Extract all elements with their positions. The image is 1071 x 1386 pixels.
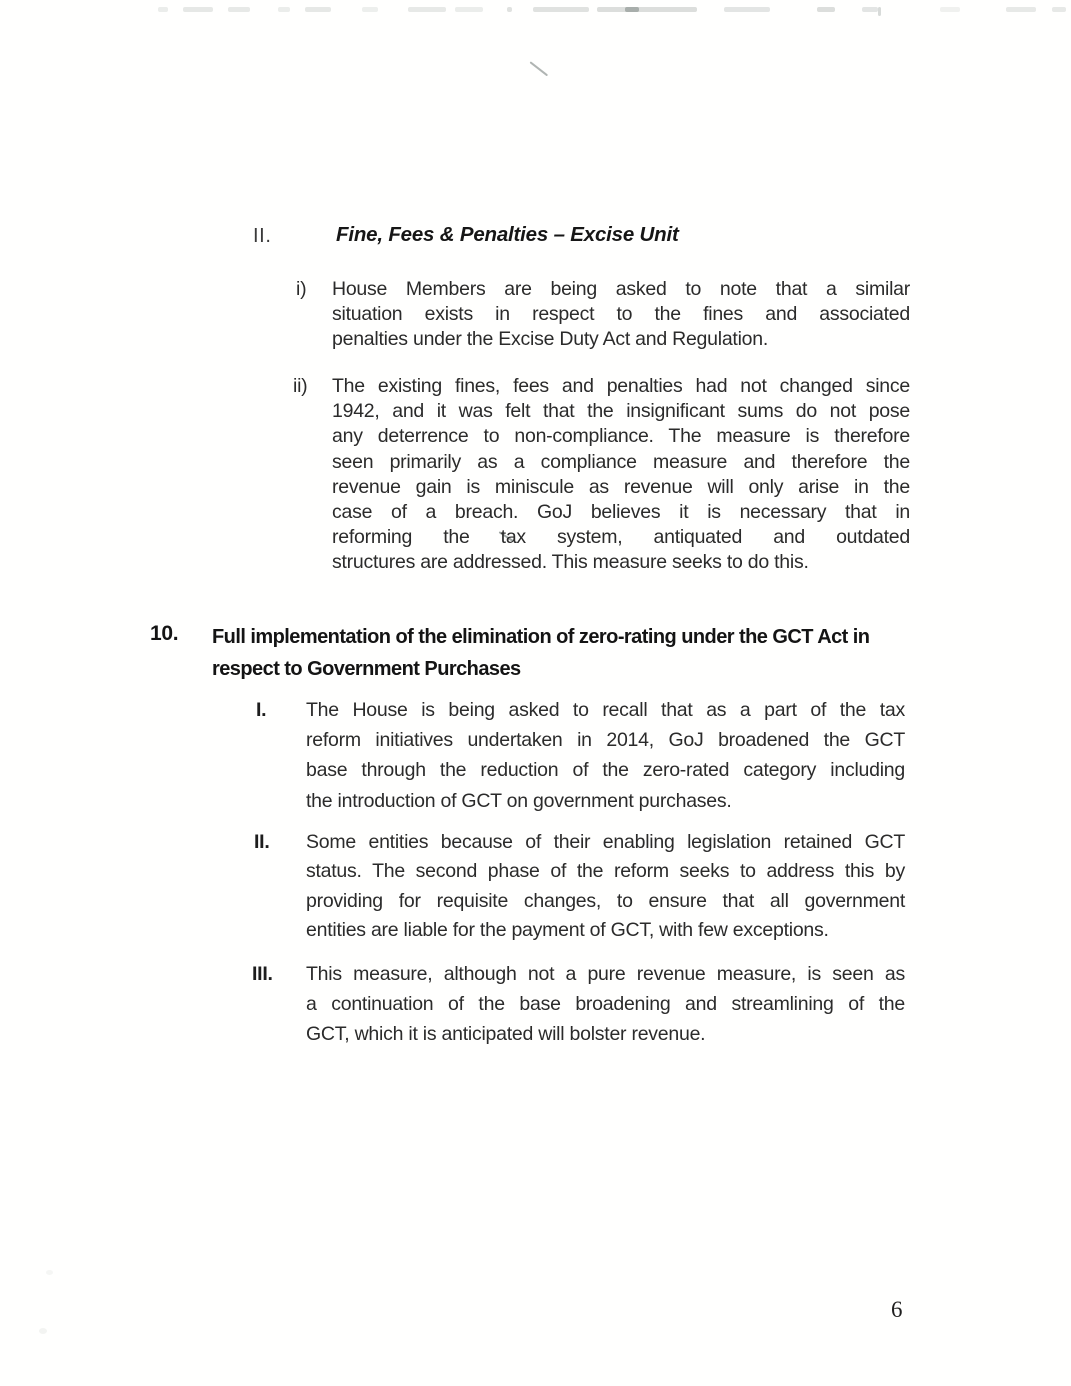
text-line: status. The second phase of the reform seeks to address this by bbox=[306, 860, 905, 883]
list-marker-i: i) bbox=[296, 278, 307, 300]
text-line: GCT, which it is anticipated will bolster revenue. bbox=[306, 1022, 706, 1045]
heading-line: respect to Government Purchases bbox=[212, 658, 521, 680]
scan-artifact-dash bbox=[362, 7, 378, 12]
page-number: 6 bbox=[891, 1297, 903, 1322]
paragraph-III bbox=[306, 960, 905, 1049]
text-line: base through the reduction of the zero-rated category including bbox=[306, 759, 905, 782]
section-excise-marker: II. bbox=[253, 225, 272, 247]
heading-line: Full implementation of the elimination of zero-rating under the GCT Act in bbox=[212, 626, 870, 648]
paragraph-II bbox=[306, 828, 905, 946]
paragraph-I bbox=[306, 695, 905, 816]
text-line: any deterrence to non-compliance. The measure is therefore bbox=[332, 425, 910, 448]
text-line: 1942, and it was felt that the insignificant sums do not pose bbox=[332, 400, 910, 423]
scan-artifact-tick bbox=[878, 7, 881, 16]
scan-artifact-dash bbox=[228, 7, 250, 12]
text-line: House Members are being asked to note that a similar bbox=[332, 278, 910, 300]
list-marker-III: III. bbox=[252, 963, 273, 985]
text-line: Some entities because of their enabling legislation retained GCT bbox=[306, 831, 905, 853]
scan-artifact-dash bbox=[507, 7, 512, 12]
scan-artifact-dash bbox=[455, 7, 483, 12]
scan-artifact-dash bbox=[724, 7, 770, 12]
scan-artifact-dash bbox=[625, 7, 639, 12]
text-line: providing for requisite changes, to ensure that all government bbox=[306, 889, 905, 912]
scan-artifact-dash bbox=[597, 7, 697, 12]
scan-artifact-dash bbox=[158, 7, 168, 12]
scan-artifact-stroke bbox=[529, 61, 548, 76]
list-marker-I: I. bbox=[256, 699, 267, 721]
text-line: reform initiatives undertaken in 2014, GoJ broadened the GCT bbox=[306, 729, 905, 752]
text-line: The House is being asked to recall that as a part of the tax bbox=[306, 699, 905, 721]
scan-artifact-dash bbox=[817, 7, 835, 12]
scan-artifact-dash bbox=[305, 7, 331, 12]
scan-artifact-dash bbox=[278, 7, 290, 12]
text-line: This measure, although not a pure revenue measure, is seen as bbox=[306, 963, 905, 985]
scan-artifact-dash bbox=[183, 7, 213, 12]
text-line: the introduction of GCT on government purchases. bbox=[306, 789, 732, 812]
text-line: revenue gain is miniscule as revenue will only arise in the bbox=[332, 475, 910, 498]
scan-artifact-dash bbox=[1006, 7, 1036, 12]
text-line: reforming the tax system, antiquated and outdated bbox=[332, 526, 910, 549]
scan-artifact-dash bbox=[408, 7, 446, 12]
paragraph-ii bbox=[332, 374, 910, 576]
text-line: penalties under the Excise Duty Act and Regulation. bbox=[332, 328, 769, 351]
section-excise-title: Fine, Fees & Penalties – Excise Unit bbox=[336, 223, 679, 246]
text-line: a continuation of the base broadening and streamlining of the bbox=[306, 992, 905, 1015]
section-gct-number: 10. bbox=[150, 622, 179, 645]
list-marker-ii: ii) bbox=[293, 375, 308, 397]
text-line: seen primarily as a compliance measure and therefore the bbox=[332, 450, 910, 473]
text-line: entities are liable for the payment of GCT, with few exceptions. bbox=[306, 919, 829, 942]
text-line: The existing fines, fees and penalties had not changed since bbox=[332, 375, 910, 397]
scan-artifact-dash bbox=[862, 7, 878, 12]
list-marker-II: II. bbox=[254, 831, 270, 853]
paragraph-i bbox=[332, 277, 910, 353]
scan-artifact-dash bbox=[533, 7, 589, 12]
text-line: structures are addressed. This measure seeks to do this. bbox=[332, 551, 809, 574]
section-gct-heading bbox=[212, 621, 932, 685]
text-line: situation exists in respect to the fines and associated bbox=[332, 303, 910, 326]
text-line: case of a breach. GoJ believes it is necessary that in bbox=[332, 501, 910, 524]
scan-artifact-dot bbox=[46, 1270, 53, 1275]
scan-artifact-dot bbox=[39, 1328, 47, 1334]
scan-artifact-dash bbox=[1052, 7, 1066, 12]
scan-artifact-dash bbox=[940, 7, 960, 12]
